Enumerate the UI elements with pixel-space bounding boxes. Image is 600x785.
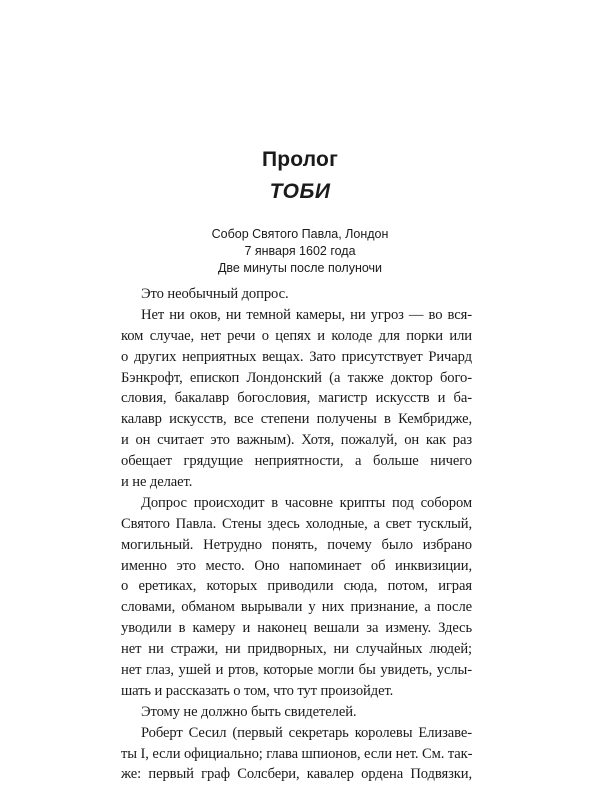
text-line: о еретиках, которых приводили сюда, потом, играя [121, 578, 472, 595]
epigraph-place: Собор Святого Павла, Лондон [211, 227, 389, 241]
chapter-title: ТОБИ [269, 180, 331, 203]
chapter-label: Пролог [261, 148, 339, 171]
text-line: словия, бакалавр богословия, магистр искусств и ба- [121, 390, 472, 407]
text-line: Нет ни оков, ни темной камеры, ни угроз — во вся- [141, 306, 472, 323]
text-line: Роберт Сесил (первый секретарь королевы Елизаве- [141, 724, 472, 741]
text-line: Допрос происходит в часовне крипты под собором [141, 494, 472, 511]
text-line: словами, обманом вырывали у них признание, а после [121, 599, 472, 616]
text-line: могильный. Нетрудно понять, почему было избрано [121, 536, 472, 553]
text-line: нет ни стражи, ни придворных, ни случайных людей; [121, 641, 472, 658]
text-line: же: первый граф Солсбери, кавалер ордена Подвязки, [121, 766, 472, 783]
text-line: Это необычный допрос. [141, 286, 289, 302]
body-text [121, 284, 472, 785]
text-line: калавр искусств, все степени получены в Кембридже, [121, 411, 472, 428]
text-line: шать и рассказать о том, что тут произойдет. [121, 682, 394, 699]
text-line: уводили в камеру и наконец вешали за измену. Здесь [121, 620, 472, 637]
text-line: Святого Павла. Стены здесь холодные, а свет тусклый, [121, 515, 472, 532]
text-line: именно это место. Оно напоминает об инквизиции, [121, 557, 472, 574]
text-line: ты I, если официально; глава шпионов, если нет. См. так- [121, 745, 473, 762]
text-line: обещает грядущие неприятности, а больше ничего [121, 453, 472, 470]
epigraph-date: 7 января 1602 года [244, 244, 356, 258]
text-line: ком случае, нет речи о цепях и колоде для порки или [121, 327, 472, 344]
text-line: Этому не должно быть свидетелей. [141, 703, 357, 720]
text-line: нет глаз, ушей и ртов, которые могли бы увидеть, услы- [121, 662, 472, 679]
text-line: Бэнкрофт, епископ Лондонский (а также доктор бого- [121, 369, 472, 386]
epigraph [0, 226, 600, 277]
epigraph-time: Две минуты после полуночи [217, 261, 383, 275]
text-line: и не делает. [121, 474, 193, 491]
text-line: и он считает это важным). Хотя, пожалуй, он как раз [121, 432, 472, 449]
text-line: о других неприятных вещах. Зато присутствует Ричард [121, 348, 472, 365]
